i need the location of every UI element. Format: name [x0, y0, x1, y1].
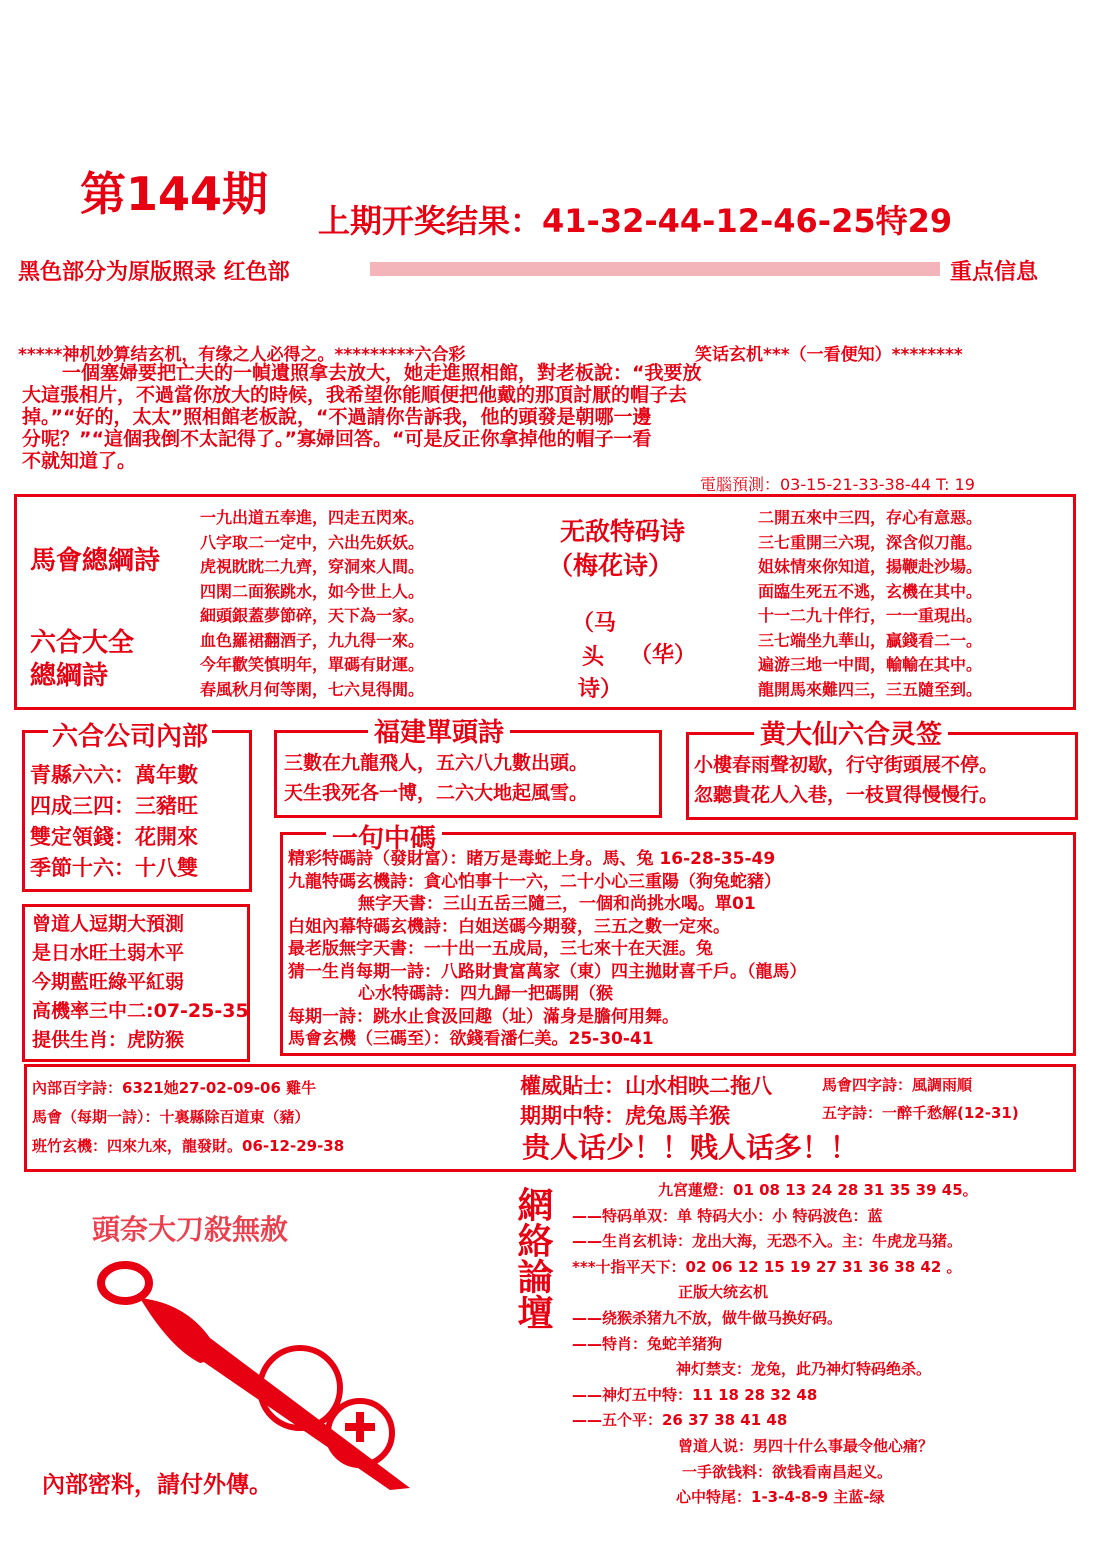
forum-line: ——绕猴杀猪九不放，做牛做马换好码。 [572, 1308, 843, 1327]
seal-header: 頭奈大刀殺無赦 [92, 1213, 289, 1246]
poems-right-list [758, 506, 982, 702]
daoren-line: 今期藍旺綠平紅弱 [32, 971, 185, 993]
forum-line: ——神灯五中特：11 18 28 32 48 [572, 1385, 818, 1404]
company-line: 雙定領錢：花開來 [30, 825, 198, 849]
yiju-line: 九龍特碼玄機詩：貪心怕事十一六，二十小心三重陽（狗兔蛇豬） [288, 871, 781, 892]
fujian-list [284, 748, 588, 808]
poem-line: 春風秋月何等閑，七六見得閒。 [200, 679, 425, 699]
forum-line: 一手欲钱料：欲钱看南昌起义。 [682, 1462, 893, 1481]
story-line: 不就知道了。 [22, 450, 137, 472]
bottom-mid-1: 權威貼士：山水相映二拖八 [520, 1074, 772, 1098]
company-line: 季節十六：十八雙 [30, 856, 198, 880]
seal-footer: 內部密料，請付外傳。 [42, 1472, 272, 1498]
yiju-line: 精彩特碼詩（發財富）：睹万是毒蛇上身。馬、兔 16-28-35-49 [288, 849, 776, 869]
story-text [22, 362, 1072, 472]
company-title: 六合公司內部 [48, 716, 212, 753]
issue-number: 第144期 [80, 167, 269, 221]
fujian-line: 天生我死各一博，二六大地起風雪。 [284, 782, 589, 804]
slogan: 贵人话少！！贱人话多！！ [522, 1131, 859, 1164]
daoren-list [32, 910, 249, 1055]
yiju-line: 白姐內幕特碼玄機詩：白姐送碼今期發，三五之數一定來。 [288, 916, 730, 937]
story-line: 分呢？”“這個我倒不太記得了。”寡婦回答。“可是反正你拿掉他的帽子一看 [22, 428, 652, 450]
poem-line: 四閑二面猴跳水，如今世上人。 [200, 581, 425, 601]
story-header-right: 笑话玄机***（一看便知）******** [695, 345, 963, 365]
story-line: 大這張相片，不過當你放大的時候，我希望你能順便把他戴的那頂討厭的帽子去 [22, 384, 688, 406]
poems-center-title1: 无敌特码诗 [560, 517, 686, 546]
poem-line: 姐妹情來你知道，揚鞭赴沙場。 [758, 557, 983, 576]
forum-line: 曾道人说：男四十什么事最令他心痛？ [678, 1436, 934, 1455]
poem-line: 十一二九十伴行，一一重現出。 [758, 606, 983, 625]
poems-center-sub4: （华） [630, 643, 697, 668]
poem-line: 一九出道五奉進，四走五閃來。 [200, 508, 425, 527]
daoren-line: 是日水旺土弱木平 [32, 942, 185, 964]
legend-left: 黑色部分为原版照录 红色部 [18, 260, 290, 285]
daoren-line: 提供生肖：虎防猴 [32, 1029, 185, 1051]
daoren-title: 曾道人逗期大預測 [32, 913, 185, 935]
huang-line: 小樓春雨聲初歇，行守街頭展不停。 [694, 754, 999, 776]
story-line: 掉。”“好的，太太”照相館老板說，“不過請你告訴我，他的頭發是朝哪一邊 [22, 406, 652, 428]
bottom-left-list [32, 1074, 344, 1161]
computer-prediction: 電腦預測：03-15-21-33-38-44 T: 19 [700, 475, 975, 494]
poem-line: 八字取二一定中，六出先妖妖。 [200, 532, 425, 552]
forum-line: 心中特尾：1-3-4-8-9 主蓝-绿 [676, 1488, 885, 1507]
bottom-left-line: 馬會（每期一詩）：十裏縣除百道東（豬） [32, 1108, 310, 1126]
poem-line: 細頭銀蓋夢節碎，天下為一家。 [200, 606, 425, 625]
poems-center-sub3: 诗） [578, 677, 623, 702]
company-line: 青縣六六：萬年數 [30, 763, 198, 787]
poem-line: 虎視眈眈二九齊，穿洞來人間。 [200, 557, 425, 576]
knife-illustration [90, 1258, 450, 1498]
story-line: 一個塞婦要把亡夫的一幀遺照拿去放大，她走進照相館，對老板說：“我要放 [62, 362, 702, 384]
huang-title: 黄大仙六合灵签 [754, 714, 948, 751]
poems-center-sub1: （马 [572, 611, 617, 636]
poems-center-sub2: 头 [582, 645, 605, 670]
forum-line: ——生肖玄机诗：龙出大海，无恐不入。主：牛虎龙马猪。 [572, 1232, 963, 1251]
huang-line: 忽聽貴花人入巷，一枝買得慢慢行。 [694, 784, 999, 806]
poems-top-rule [14, 494, 594, 497]
yiju-line: 猜一生肖每期一詩：八路財貴富萬家（東）四主拋財喜千戶。（龍馬） [288, 961, 807, 982]
company-list [30, 760, 198, 884]
forum-line: ——特码单双：单 特码大小：小 特码波色：蓝 [572, 1206, 883, 1225]
poems-title-b1: 六合大全 [30, 628, 135, 658]
poem-line: 血色羅裙翻酒子，九九得一來。 [200, 630, 425, 650]
poem-line: 龍開馬來難四三，三五隨至到。 [758, 679, 983, 699]
poem-line: 遍游三地一中間，輸輸在其中。 [758, 655, 983, 674]
forum-line: ——特肖：兔蛇羊猪狗 [572, 1334, 723, 1353]
forum-line: 九宮蓮燈：01 08 13 24 28 31 35 39 45。 [658, 1181, 978, 1199]
legend-right: 重点信息 [950, 260, 1039, 285]
poem-line: 今年歡笑慎明年，單碼有財運。 [200, 655, 425, 674]
yiju-line: 無字天書：三山五岳三隨三，一個和尚挑水喝。單01 [358, 894, 756, 914]
bottom-right-1: 馬會四字詩：風調雨順 [822, 1076, 973, 1094]
yiju-line: 每期一詩：跳水止食汲回趣（址）滿身是膽何用舞。 [288, 1006, 679, 1027]
poem-line: 三七重開三六現，深含似刀龍。 [758, 532, 983, 552]
seal-cross [356, 1412, 364, 1442]
bottom-right-2: 五字詩：一醉千愁解(12-31) [822, 1104, 1019, 1122]
forum-list [572, 1178, 978, 1511]
poems-title-b2: 總綱詩 [30, 661, 109, 691]
poems-left-list [200, 506, 424, 702]
poems-center-title2: （梅花诗） [548, 551, 674, 580]
forum-line: 正版大统玄机 [678, 1283, 769, 1302]
poem-line: 三七端坐九華山，贏錢看二一。 [758, 630, 983, 650]
fujian-line: 三數在九龍飛人，五六八九數出頭。 [284, 752, 589, 774]
redacted-bar [370, 262, 940, 276]
yiju-line: 最老版無字天書：一十出一五成局，三七來十在天涯。兔 [288, 939, 713, 959]
knife-ring [101, 1265, 149, 1301]
forum-line: ***十指平天下：02 06 12 15 19 27 31 36 38 42 。 [572, 1257, 962, 1276]
company-line: 四成三四：三豬旺 [30, 794, 198, 818]
bottom-mid-2: 期期中特：虎兔馬羊猴 [520, 1104, 730, 1128]
poem-line: 二開五來中三四，存心有意惡。 [758, 508, 983, 527]
yiju-title: 一句中碼 [326, 818, 442, 855]
poems-title-a: 馬會總綱詩 [30, 546, 161, 576]
story-header-left: *****神机妙算结玄机，有缘之人必得之。*********六合彩 [18, 345, 466, 365]
yiju-line: 馬會玄機（三碼至）：欲錢看潘仁美。25-30-41 [288, 1029, 654, 1049]
daoren-line: 高機率三中二:07-25-35 [32, 1000, 249, 1022]
last-result: 上期开奖结果：41-32-44-12-46-25特29 [318, 202, 953, 240]
yiju-line: 心水特碼詩：四九歸一把碼開（猴 [358, 984, 613, 1004]
forum-line: ——五个平：26 37 38 41 48 [572, 1411, 788, 1430]
fujian-title: 福建單頭詩 [368, 712, 510, 749]
huang-list [694, 750, 998, 810]
bottom-left-line: 班竹玄機：四來九來，龍發財。06-12-29-38 [32, 1137, 345, 1155]
forum-vertical-title: 網絡論壇 [512, 1186, 553, 1330]
bottom-left-line: 內部百字詩：6321她27-02-09-06 雞牛 [32, 1079, 317, 1097]
forum-line: 神灯禁支：龙兔，此乃神灯特码绝杀。 [676, 1360, 932, 1379]
yiju-list [288, 848, 807, 1051]
poem-line: 面臨生死五不逃，玄機在其中。 [758, 581, 983, 601]
